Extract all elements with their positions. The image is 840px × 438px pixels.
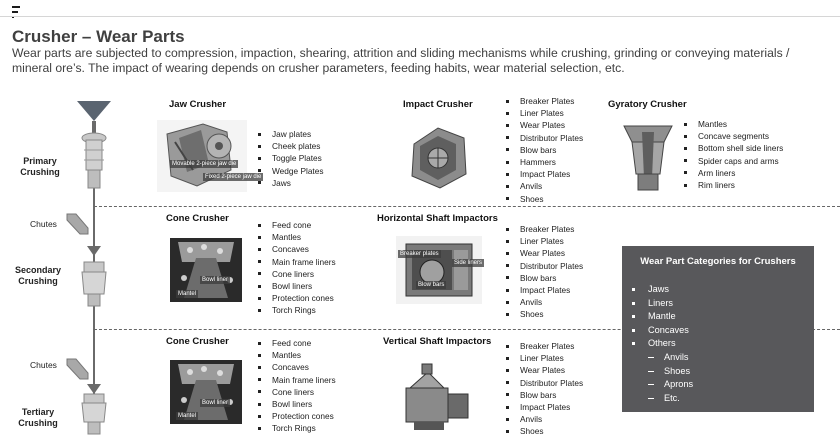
list-item: Cone liners (258, 386, 336, 398)
sub-list-item: Etc. (632, 392, 693, 406)
list-item: Shoes (506, 308, 583, 320)
list-item: Liner Plates (506, 107, 583, 119)
cone-label-mantel: Mantel (178, 291, 197, 297)
chute-icon (64, 210, 90, 236)
list-item: Torch Rings (258, 304, 336, 316)
list-item: Hammers (506, 156, 583, 168)
list-item: Torch Rings (258, 422, 336, 434)
hsi-label-blow-bars: Blow bars (418, 282, 445, 288)
vsi-image (402, 358, 474, 432)
logo (12, 6, 24, 22)
row-divider-1 (94, 206, 840, 207)
list-item: Distributor Plates (506, 132, 583, 144)
arrow-down-icon (87, 246, 101, 256)
list-item: Breaker Plates (506, 223, 583, 235)
hsi-label-side-liners: Side liners (454, 260, 483, 266)
vsi-parts-list (506, 340, 583, 438)
list-item: Blow bars (506, 144, 583, 156)
list-item: Shoes (506, 193, 583, 205)
list-item: Impact Plates (506, 168, 583, 180)
list-item: Bowl liners (258, 398, 336, 410)
list-item: Liner Plates (506, 235, 583, 247)
categories-list (632, 283, 693, 405)
cone-crusher-title: Cone Crusher (166, 336, 229, 347)
list-item: Cheek plates (258, 140, 324, 152)
list-item: Wedge Plates (258, 165, 324, 177)
list-item: Wear Plates (506, 119, 583, 131)
header-divider (0, 16, 840, 17)
impact-crusher-image (408, 124, 470, 192)
jaw-crusher-parts-list (258, 128, 324, 189)
jaw-crusher-title: Jaw Crusher (169, 99, 227, 110)
list-item: Breaker Plates (506, 95, 583, 107)
list-item: Impact Plates (506, 284, 583, 296)
list-item: Arm liners (684, 167, 783, 179)
cone-crusher-small-icon (80, 392, 108, 436)
cone-label-bowl-liner: Bowl liner (202, 400, 229, 406)
page-title: Crusher – Wear Parts (12, 27, 185, 46)
jaw-label-movable: Movable 2-piece jaw die (172, 161, 237, 167)
list-item: Main frame liners (258, 374, 336, 386)
list-item: Others (632, 337, 693, 351)
gyratory-crusher-title: Gyratory Crusher (608, 99, 687, 110)
list-item: Liners (632, 297, 693, 311)
list-item: Main frame liners (258, 256, 336, 268)
cone-crusher-parts-list (258, 337, 336, 435)
stage-primary: Primary Crushing (20, 156, 60, 177)
list-item: Protection cones (258, 292, 336, 304)
list-item: Anvils (506, 180, 583, 192)
list-item: Protection cones (258, 410, 336, 422)
gyratory-crusher-image (622, 118, 674, 194)
list-item: Distributor Plates (506, 377, 583, 389)
hsi-parts-list (506, 223, 583, 321)
list-item: Mantle (632, 310, 693, 324)
list-item: Shoes (506, 425, 583, 437)
cone-crusher-parts-list (258, 219, 336, 317)
list-item: Toggle Plates (258, 152, 324, 164)
list-item: Jaw plates (258, 128, 324, 140)
chutes-label-1: Chutes (30, 219, 57, 229)
list-item: Concaves (632, 324, 693, 338)
list-item: Breaker Plates (506, 340, 583, 352)
impact-crusher-title: Impact Crusher (403, 99, 473, 110)
list-item: Mantles (258, 231, 336, 243)
gyratory-crusher-small-icon (80, 128, 108, 194)
stage-tertiary: Tertiary Crushing (18, 407, 58, 428)
list-item: Wear Plates (506, 364, 583, 376)
list-item: Feed cone (258, 337, 336, 349)
list-item: Wear Plates (506, 247, 583, 259)
sub-list-item: Anvils (632, 351, 693, 365)
list-item: Concaves (258, 243, 336, 255)
stage-secondary: Secondary Crushing (14, 265, 62, 286)
list-item: Blow bars (506, 272, 583, 284)
hsi-title: Horizontal Shaft Impactors (377, 213, 498, 224)
cone-label-mantel: Mantel (178, 413, 197, 419)
list-item: Feed cone (258, 219, 336, 231)
gyratory-crusher-parts-list (684, 118, 783, 191)
wear-part-categories-box (622, 246, 814, 412)
list-item: Rim liners (684, 179, 783, 191)
list-item: Anvils (506, 296, 583, 308)
cone-crusher-small-icon (80, 258, 108, 308)
jaw-label-fixed: Fixed 2-piece jaw die (205, 174, 262, 180)
chutes-label-2: Chutes (30, 360, 57, 370)
list-item: Liner Plates (506, 352, 583, 364)
jaw-crusher-image (157, 120, 247, 192)
sub-list-item: Aprons (632, 378, 693, 392)
list-item: Impact Plates (506, 401, 583, 413)
vsi-title: Vertical Shaft Impactors (383, 336, 492, 347)
categories-title: Wear Part Categories for Crushers (640, 256, 796, 267)
cone-label-bowl-liner: Bowl liner (202, 277, 229, 283)
list-item: Anvils (506, 413, 583, 425)
list-item: Cone liners (258, 268, 336, 280)
impact-crusher-parts-list (506, 95, 583, 205)
chute-icon (64, 355, 90, 381)
list-item: Jaws (632, 283, 693, 297)
page-description: Wear parts are subjected to compression, impaction, shearing, attrition and sliding mechanisms while crushing, grinding or conveying materials / mineral ore’s. The impact of wearing depends on crusher parameters, feeding habits, wear material selection, etc. (12, 46, 790, 75)
cone-crusher-title: Cone Crusher (166, 213, 229, 224)
list-item: Distributor Plates (506, 260, 583, 272)
hsi-image (396, 236, 482, 304)
list-item: Spider caps and arms (684, 155, 783, 167)
list-item: Concaves (258, 361, 336, 373)
list-item: Jaws (258, 177, 324, 189)
list-item: Bottom shell side liners (684, 142, 783, 154)
list-item: Mantles (684, 118, 783, 130)
hsi-label-breaker-plates: Breaker plates (400, 251, 439, 257)
list-item: Bowl liners (258, 280, 336, 292)
list-item: Mantles (258, 349, 336, 361)
list-item: Blow bars (506, 389, 583, 401)
sub-list-item: Shoes (632, 365, 693, 379)
list-item: Concave segments (684, 130, 783, 142)
